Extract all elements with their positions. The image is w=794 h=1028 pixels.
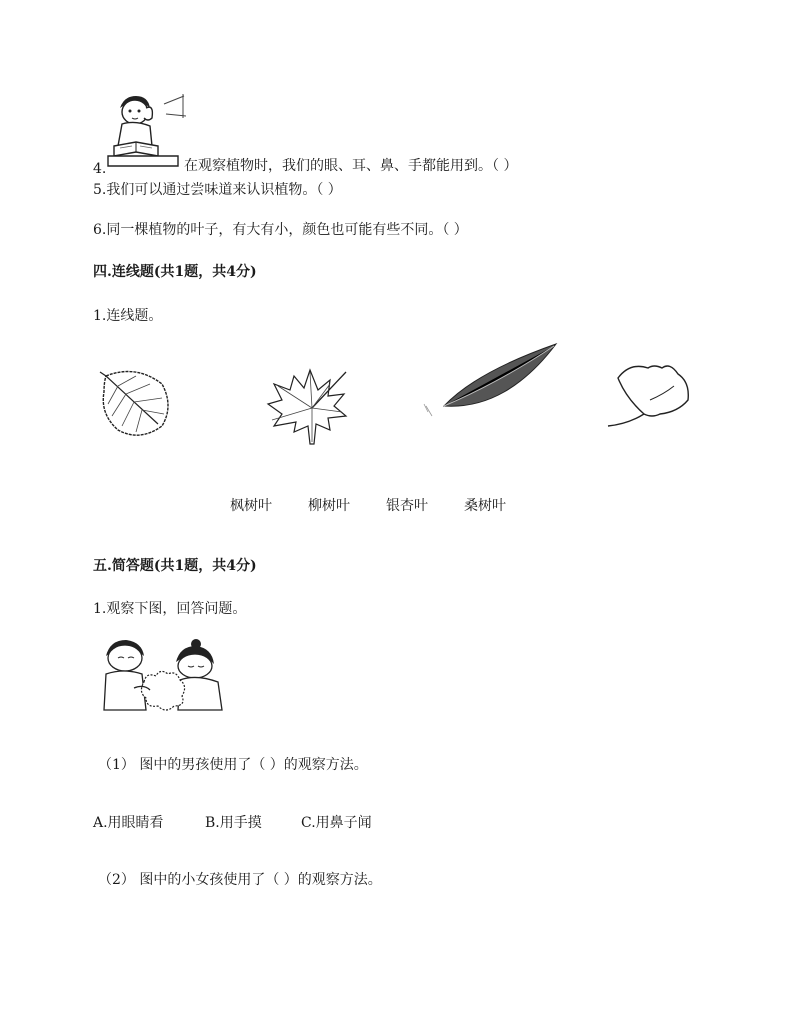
willow-leaf-image: [420, 342, 560, 420]
option-b: B.用手摸: [205, 815, 262, 831]
question-5-text: 5.我们可以通过尝味道来认识植物。（ ）: [93, 182, 342, 198]
section-5-question: 1.观察下图，回答问题。: [93, 601, 247, 617]
leaf-label-mulberry: 桑树叶: [464, 498, 506, 514]
boy-reading-illustration: [106, 94, 186, 168]
question-6-text: 6.同一棵植物的叶子，有大有小，颜色也可能有些不同。（ ）: [93, 222, 468, 238]
section-4-question: 1.连线题。: [93, 308, 163, 324]
leaf-label-ginkgo: 银杏叶: [386, 498, 428, 514]
question-4-text: 在观察植物时，我们的眼、耳、鼻、手都能用到。（ ）: [184, 158, 518, 174]
leaf-label-willow: 柳树叶: [308, 498, 350, 514]
leaf-label-maple: 枫树叶: [230, 498, 272, 514]
question-4-number: 4.: [93, 161, 107, 177]
section-4-heading: 四.连线题(共1题，共4分): [93, 264, 257, 280]
option-a: A.用眼睛看: [93, 815, 164, 831]
option-c: C.用鼻子闻: [301, 815, 372, 831]
sub-question-2: （2） 图中的小女孩使用了（ ）的观察方法。: [98, 872, 382, 888]
ginkgo-leaf-image: [604, 360, 696, 432]
section-5-heading: 五.简答题(共1题，共4分): [93, 558, 257, 574]
maple-leaf-image: [264, 364, 350, 450]
sub-question-1: （1） 图中的男孩使用了（ ）的观察方法。: [98, 757, 368, 773]
children-observing-illustration: [100, 638, 228, 714]
mulberry-leaf-image: [96, 362, 176, 442]
